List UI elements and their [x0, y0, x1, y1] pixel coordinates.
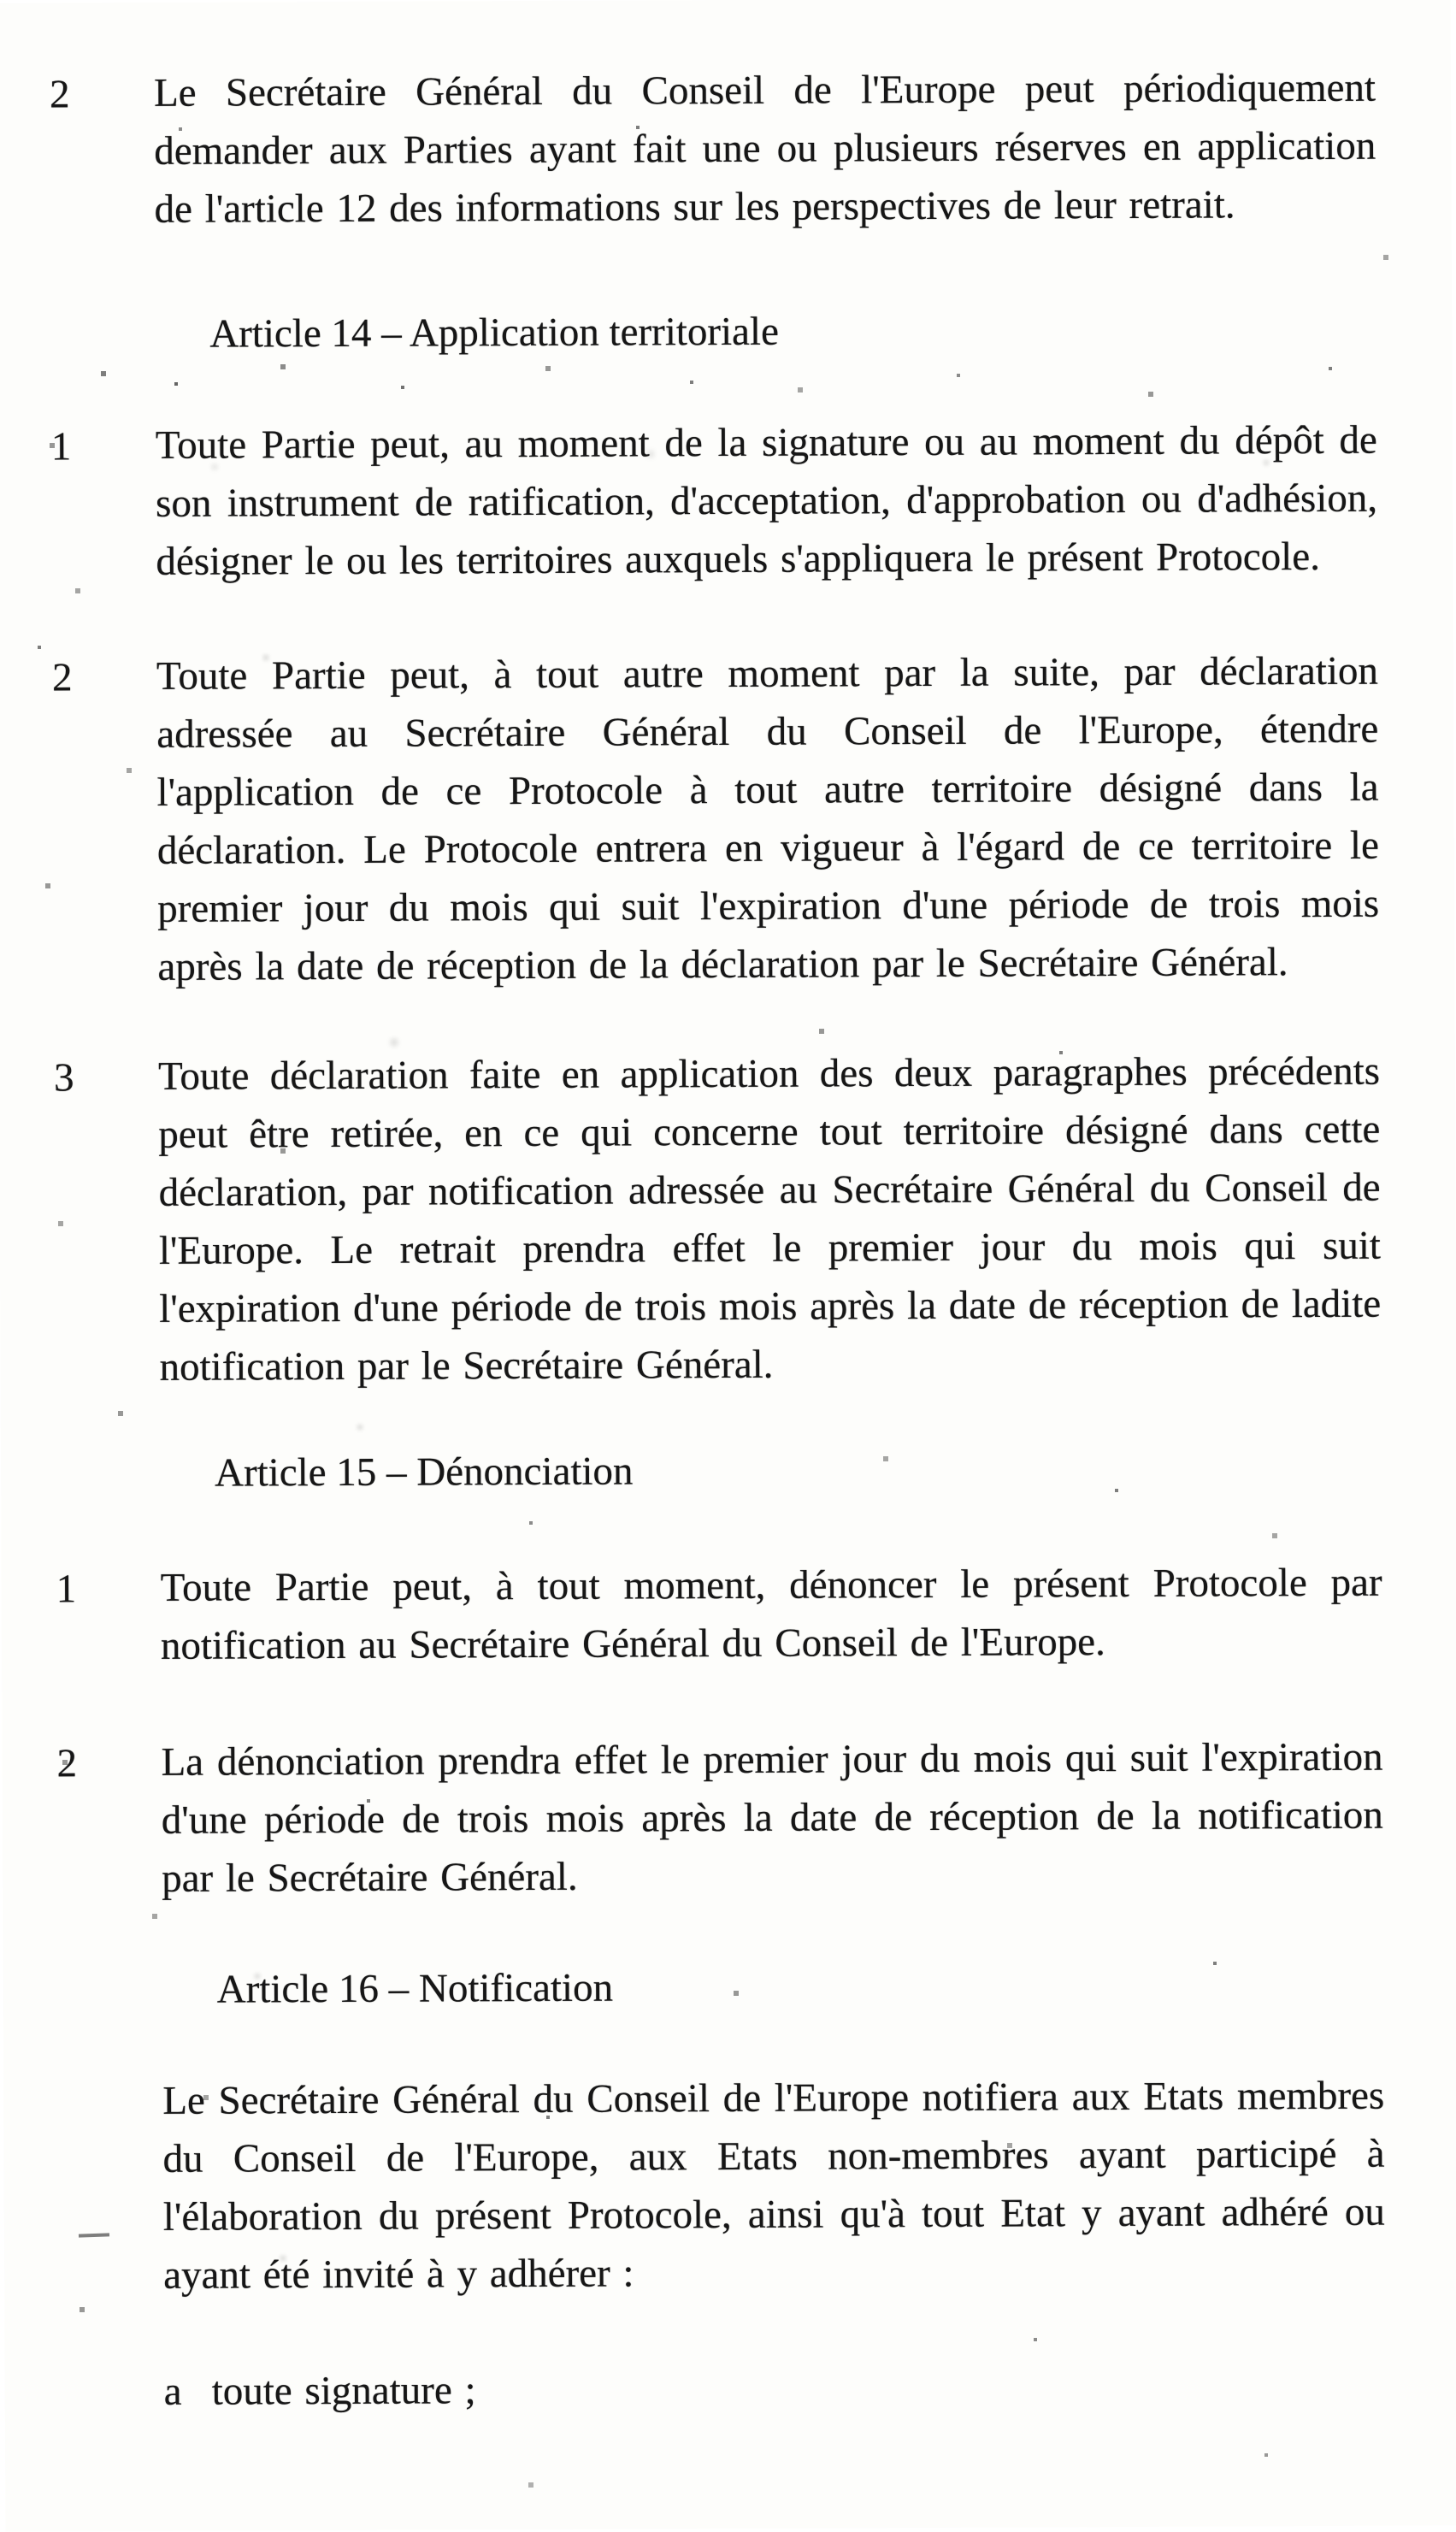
numbered-paragraph: [50, 411, 1378, 591]
paragraph-text: Toute Partie peut, à tout moment, dénoncer le présent Protocole par notification au Secrétaire Général du Conseil de l'Europe.: [160, 1560, 1382, 1668]
paragraph-number: 2: [49, 72, 70, 117]
numbered-paragraph: [53, 1042, 1382, 1396]
list-item-text: toute signature ;: [211, 2368, 476, 2414]
numbered-paragraph: [49, 59, 1376, 239]
paragraph-number: 2: [51, 655, 73, 700]
paragraph-number: 1: [50, 424, 72, 469]
paragraph-text: Toute Partie peut, à tout autre moment par la suite, par déclaration adressée au Secrétaire Général du Conseil de l'Europe, étendre l'application de ce Protocole à tout autre territoire désigné dans la déclaration. Le Protocole entrera en vigueur à l'égard de ce territoire le premier jour du mois qui suit l'expiration d'une période de trois mois après la date de réception de la déclaration par le Secrétaire Général.: [156, 648, 1380, 989]
list-item-letter: a: [163, 2369, 182, 2414]
numbered-paragraph: [56, 1728, 1383, 1908]
paragraph-number: 2: [56, 1741, 78, 1786]
paragraph-text: Le Secrétaire Général du Conseil de l'Europe notifiera aux Etats membres du Conseil de l'Europe, aux Etats non-membres ayant participé à l'élaboration du présent Protocole, ainsi qu'à tout Etat y ayant adhéré ou ayant été invité à y adhérer :: [162, 2073, 1385, 2298]
paragraph-text: Toute Partie peut, au moment de la signature ou au moment du dépôt de son instrument de ratification, d'acceptation, d'approbation ou d'adhésion, désigner le ou les territoires auxquels s'appliquera le présent Protocole.: [155, 417, 1378, 584]
article-heading: Article 14 – Application territoriale: [209, 309, 779, 357]
paragraph-number: 1: [56, 1567, 77, 1612]
lettered-list-item: [164, 2358, 1386, 2421]
numbered-paragraph: [56, 1554, 1382, 1675]
paragraph-text: Toute déclaration faite en application des deux paragraphes précédents peut être retirée, en ce qui concerne tout territoire désigné dans cette déclaration, par notification adressée au Secrétaire Général du Conseil de l'Europe. Le retrait prendra effet le premier jour du mois qui suit l'expiration d'une période de trois mois après la date de réception de ladite notification par le Secrétaire Général.: [157, 1048, 1382, 1390]
numbered-paragraph: [51, 642, 1380, 996]
paragraph-number: 3: [53, 1055, 74, 1101]
article-heading: Article 16 – Notification: [216, 1965, 614, 2012]
paragraph-text: La dénonciation prendra effet le premier jour du mois qui suit l'expiration d'une période de trois mois après la date de réception de la notification par le Secrétaire Général.: [161, 1734, 1383, 1901]
body-paragraph: [162, 2067, 1385, 2305]
scan-noise-speckles: [0, 0, 2, 2]
paragraph-text: Le Secrétaire Général du Conseil de l'Europe peut périodiquement demander aux Parties ayant fait une ou plusieurs réserves en application de l'article 12 des informations sur les perspectives de leur retrait.: [153, 65, 1376, 232]
article-heading: Article 15 – Dénonciation: [214, 1449, 634, 1496]
